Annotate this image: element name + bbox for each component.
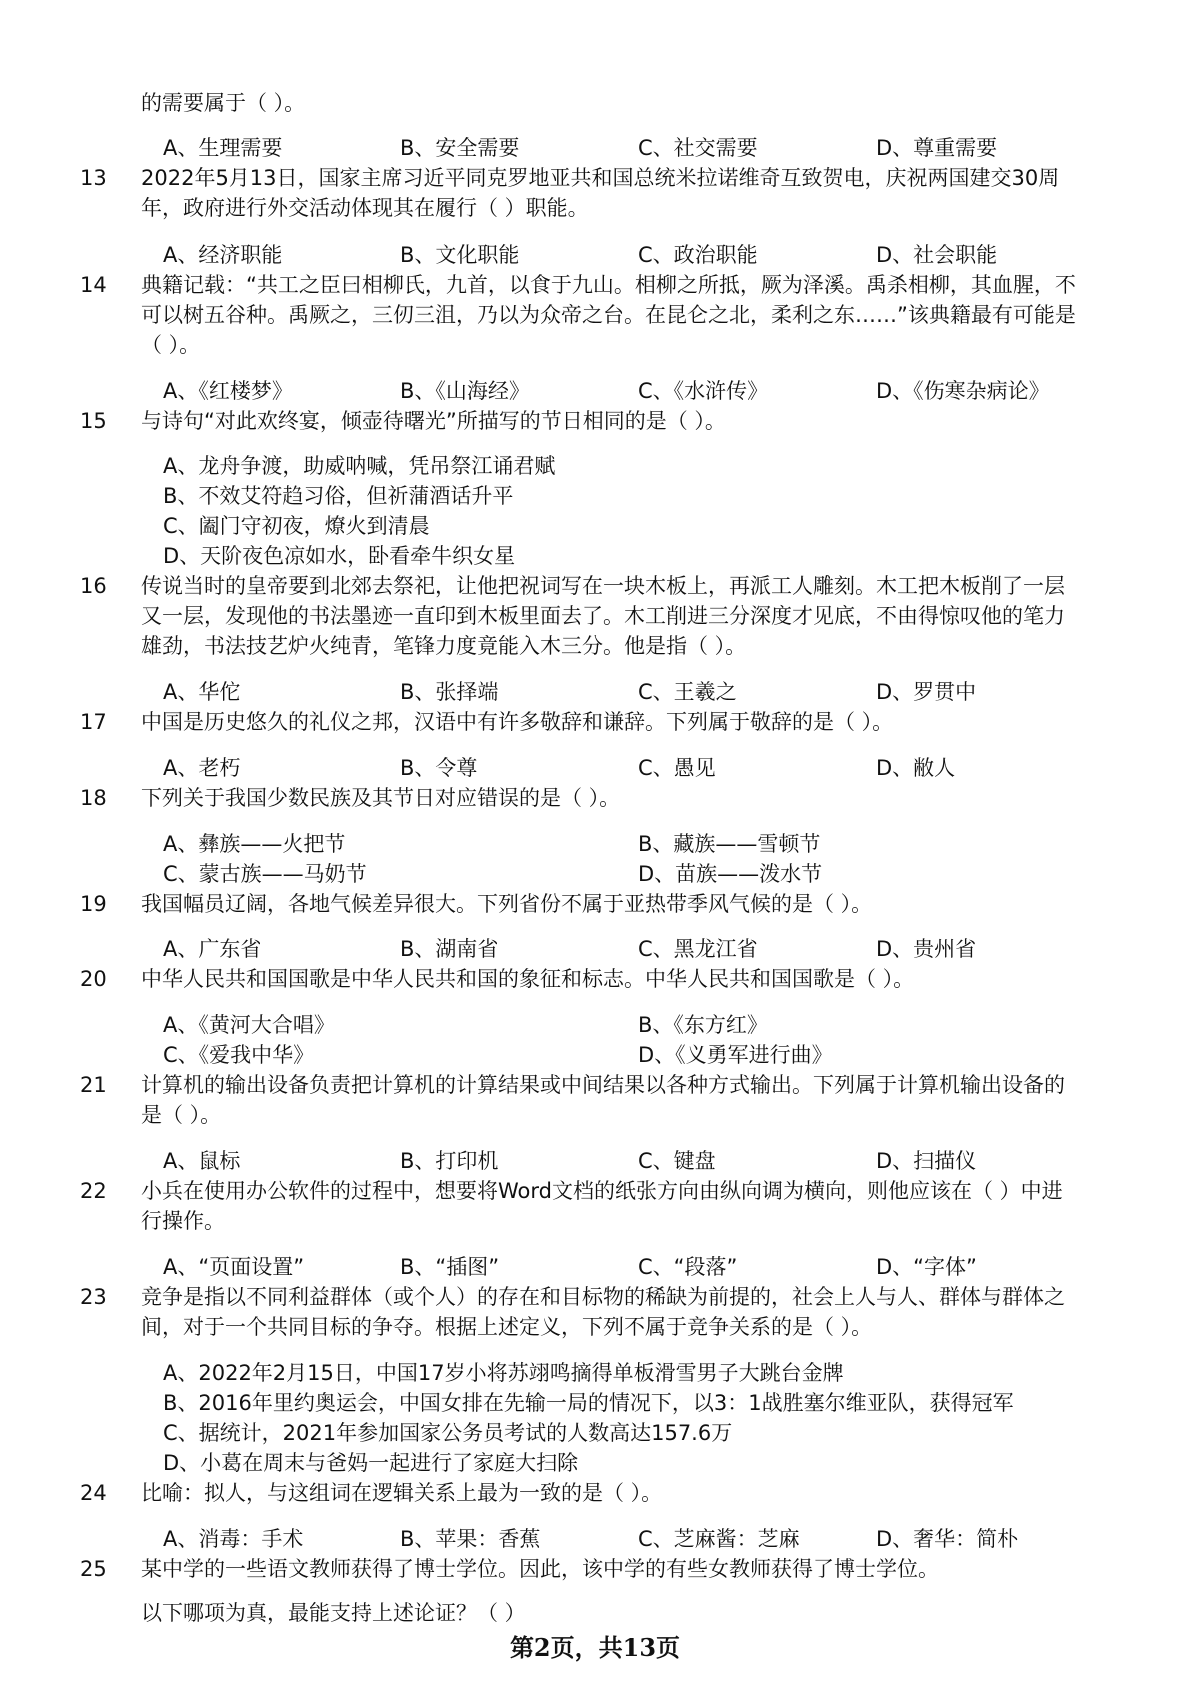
- question-16-option-d: D、罗贯中: [876, 680, 977, 704]
- question-19-option-c: C、黑龙江省: [638, 937, 758, 961]
- question-13-number: 13: [80, 166, 107, 190]
- question-14-option-c: C、《水浒传》: [638, 379, 769, 403]
- question-23-stem-line: 竞争是指以不同利益群体（或个人）的存在和目标物的稀缺为前提的，社会上人与人、群体与群体之: [141, 1285, 1065, 1309]
- question-15-option-a: A、龙舟争渡，助威呐喊，凭吊祭江诵君赋: [163, 454, 556, 478]
- question-18-option-d: D、苗族——泼水节: [638, 862, 823, 886]
- question-20-stem-line: 中华人民共和国国歌是中华人民共和国的象征和标志。中华人民共和国国歌是（ ）。: [141, 967, 915, 991]
- question-14-option-b: B、《山海经》: [400, 379, 530, 403]
- question-13-option-a: A、经济职能: [163, 243, 283, 267]
- question-18-option-b: B、藏族——雪顿节: [638, 832, 821, 856]
- question-24-stem-line: 比喻：拟人，与这组词在逻辑关系上最为一致的是（ ）。: [141, 1481, 663, 1505]
- question-14-stem-line: （ ）。: [141, 333, 201, 357]
- question-17-option-c: C、愚见: [638, 756, 716, 780]
- page-footer: 第2页，共13页: [509, 1633, 681, 1662]
- question-15-option-d: D、天阶夜色凉如水，卧看牵牛织女星: [163, 544, 516, 568]
- question-21-stem-line: 是（ ）。: [141, 1103, 222, 1127]
- question-15-number: 15: [80, 409, 107, 433]
- question-21-option-b: B、打印机: [400, 1149, 499, 1173]
- question-17-stem-line: 中国是历史悠久的礼仪之邦，汉语中有许多敬辞和谦辞。下列属于敬辞的是（ ）。: [141, 710, 894, 734]
- question-17-option-a: A、老朽: [163, 756, 241, 780]
- question-20-option-b: B、《东方红》: [638, 1013, 768, 1037]
- question-18-option-a: A、彝族——火把节: [163, 832, 346, 856]
- question-18-option-c: C、蒙古族——马奶节: [163, 862, 367, 886]
- question-16-number: 16: [80, 574, 107, 598]
- question-21-option-c: C、键盘: [638, 1149, 716, 1173]
- question-13-option-b: B、文化职能: [400, 243, 520, 267]
- question-12-option-d: D、尊重需要: [876, 136, 998, 160]
- question-22-stem-line: 小兵在使用办公软件的过程中，想要将Word文档的纸张方向由纵向调为横向，则他应该在（ ）中进: [141, 1179, 1063, 1203]
- question-22-option-c: C、“段落”: [638, 1255, 738, 1279]
- question-15-option-c: C、阖门守初夜，燎火到清晨: [163, 514, 430, 538]
- question-25-stem-line: 某中学的一些语文教师获得了博士学位。因此，该中学的有些女教师获得了博士学位。: [141, 1557, 939, 1581]
- question-21-option-d: D、扫描仪: [876, 1149, 977, 1173]
- question-23-number: 23: [80, 1285, 107, 1309]
- question-19-number: 19: [80, 892, 107, 916]
- question-14-number: 14: [80, 273, 107, 297]
- question-13-stem-line: 年，政府进行外交活动体现其在履行（ ）职能。: [141, 196, 589, 220]
- question-19-option-b: B、湖南省: [400, 937, 499, 961]
- question-18-number: 18: [80, 786, 107, 810]
- question-19-option-d: D、贵州省: [876, 937, 977, 961]
- question-16-stem-line: 传说当时的皇帝要到北郊去祭祀，让他把祝词写在一块木板上，再派工人雕刻。木工把木板削了一层: [141, 574, 1065, 598]
- question-22-option-a: A、“页面设置”: [163, 1255, 305, 1279]
- question-22-stem-line: 行操作。: [141, 1209, 225, 1233]
- question-14-option-d: D、《伤寒杂病论》: [876, 379, 1050, 403]
- question-20-option-c: C、《爱我中华》: [163, 1043, 315, 1067]
- question-20-option-d: D、《义勇军进行曲》: [638, 1043, 833, 1067]
- question-25-stem-line: 以下哪项为真，最能支持上述论证？（ ）: [141, 1601, 526, 1625]
- question-16-option-a: A、华佗: [163, 680, 241, 704]
- question-14-stem-line: 典籍记载：“共工之臣曰相柳氏，九首，以食于九山。相柳之所抵，厥为泽溪。禹杀相柳，其血腥，不: [141, 273, 1076, 297]
- question-20-number: 20: [80, 967, 107, 991]
- question-12-option-a: A、生理需要: [163, 136, 283, 160]
- question-23-option-b: B、2016年里约奥运会，中国女排在先输一局的情况下，以3：1战胜塞尔维亚队，获得冠军: [163, 1391, 1014, 1415]
- question-13-option-d: D、社会职能: [876, 243, 998, 267]
- question-23-option-c: C、据统计，2021年参加国家公务员考试的人数高达157.6万: [163, 1421, 733, 1445]
- question-17-option-d: D、敝人: [876, 756, 956, 780]
- question-15-stem-line: 与诗句“对此欢终宴，倾壶待曙光”所描写的节日相同的是（ ）。: [141, 409, 726, 433]
- question-18-stem-line: 下列关于我国少数民族及其节日对应错误的是（ ）。: [141, 786, 621, 810]
- question-12-option-b: B、安全需要: [400, 136, 520, 160]
- question-24-number: 24: [80, 1481, 107, 1505]
- question-19-stem-line: 我国幅员辽阔，各地气候差异很大。下列省份不属于亚热带季风气候的是（ ）。: [141, 892, 873, 916]
- question-13-option-c: C、政治职能: [638, 243, 758, 267]
- question-14-stem-line: 可以树五谷种。禹厥之，三仞三沮，乃以为众帝之台。在昆仑之北，柔利之东……”该典籍最有可能是: [141, 303, 1076, 327]
- question-16-stem-line: 雄劲，书法技艺炉火纯青，笔锋力度竟能入木三分。他是指（ ）。: [141, 634, 747, 658]
- question-15-option-b: B、不效艾符趋习俗，但祈蒲酒话升平: [163, 484, 514, 508]
- question-23-option-a: A、2022年2月15日，中国17岁小将苏翊鸣摘得单板滑雪男子大跳台金牌: [163, 1361, 844, 1385]
- question-14-option-a: A、《红楼梦》: [163, 379, 293, 403]
- question-17-option-b: B、令尊: [400, 756, 478, 780]
- question-20-option-a: A、《黄河大合唱》: [163, 1013, 335, 1037]
- question-16-option-b: B、张择端: [400, 680, 499, 704]
- question-23-stem-line: 间，对于一个共同目标的争夺。根据上述定义，下列不属于竞争关系的是（ ）。: [141, 1315, 873, 1339]
- question-22-option-d: D、“字体”: [876, 1255, 977, 1279]
- question-23-option-d: D、小葛在周末与爸妈一起进行了家庭大扫除: [163, 1451, 579, 1475]
- question-24-option-d: D、奢华：简朴: [876, 1527, 1019, 1551]
- question-25-number: 25: [80, 1557, 107, 1581]
- question-21-stem-line: 计算机的输出设备负责把计算机的计算结果或中间结果以各种方式输出。下列属于计算机输出设备的: [141, 1073, 1065, 1097]
- question-21-number: 21: [80, 1073, 107, 1097]
- question-12-option-c: C、社交需要: [638, 136, 758, 160]
- question-17-number: 17: [80, 710, 107, 734]
- question-16-stem-line: 又一层，发现他的书法墨迹一直印到木板里面去了。木工削进三分深度才见底，不由得惊叹他的笔力: [141, 604, 1065, 628]
- question-24-option-a: A、消毒：手术: [163, 1527, 304, 1551]
- question-22-option-b: B、“插图”: [400, 1255, 500, 1279]
- question-21-option-a: A、鼠标: [163, 1149, 241, 1173]
- question-13-stem-line: 2022年5月13日，国家主席习近平同克罗地亚共和国总统米拉诺维奇互致贺电，庆祝两国建交30周: [141, 166, 1060, 190]
- question-12-stem-line: 的需要属于（ ）。: [141, 91, 306, 115]
- question-22-number: 22: [80, 1179, 107, 1203]
- question-24-option-b: B、苹果：香蕉: [400, 1527, 541, 1551]
- question-16-option-c: C、王羲之: [638, 680, 737, 704]
- question-19-option-a: A、广东省: [163, 937, 262, 961]
- question-24-option-c: C、芝麻酱：芝麻: [638, 1527, 800, 1551]
